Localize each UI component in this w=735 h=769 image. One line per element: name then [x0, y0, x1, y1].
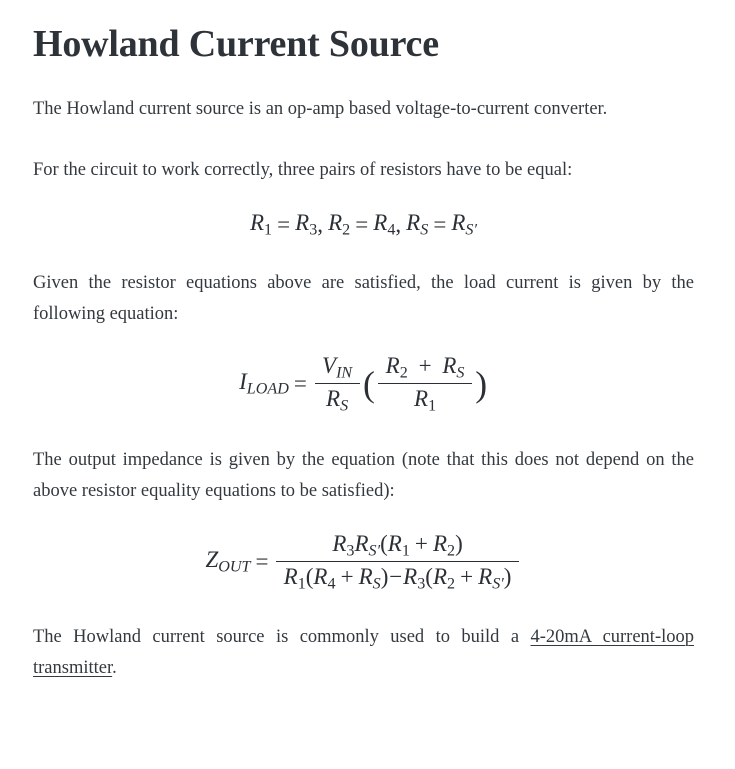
page-title: Howland Current Source [33, 23, 439, 65]
operator-equals: = [293, 371, 307, 397]
symbol-I-LOAD: $I_{LOAD}$ [239, 369, 289, 398]
paren-open: ( [425, 564, 433, 590]
paragraph-application [33, 622, 694, 684]
symbol-RS: $R_S$ [406, 210, 429, 239]
symbol-RSprime: $R_{S'}$ [354, 530, 381, 560]
paren-close: ) [380, 564, 389, 590]
fraction-numerator [325, 531, 470, 562]
symbol-R2: $R_2$ [385, 352, 408, 381]
fraction-numerator [378, 353, 472, 384]
symbol-RS: $R_S$ [358, 564, 381, 593]
operator-plus: + [414, 530, 428, 556]
fraction-vin-over-rs [315, 353, 360, 416]
paren-close: ) [475, 363, 488, 404]
symbol-RSprime: $R_{S'}$ [451, 210, 477, 239]
symbol-V-IN: $V_{IN}$ [322, 352, 353, 381]
paren-open: ( [305, 564, 314, 590]
symbol-R2: $R_2$ [432, 564, 456, 593]
fraction-denominator [276, 562, 519, 594]
symbol-R4: $R_4$ [373, 210, 396, 239]
paragraph-load-current-lead: Given the resistor equations above are satisfied, the load current is given by the following equation: [33, 272, 694, 324]
equation-resistor-equality [33, 210, 694, 240]
paren-open: ( [380, 530, 388, 556]
application-suffix-text: . [112, 657, 117, 678]
fraction-r2-plus-rs-over-r1 [378, 353, 472, 416]
symbol-RS: $R_S$ [326, 386, 349, 415]
symbol-R2: $R_2$ [328, 210, 351, 239]
symbol-Z-OUT: $Z_{OUT}$ [205, 547, 251, 576]
paragraph-resistor-pairs: For the circuit to work correctly, three pairs of resistors have to be equal: [33, 160, 573, 180]
equation-output-impedance-row [205, 531, 521, 594]
operator-equals: = [255, 549, 269, 575]
equation-resistor-equality-row [250, 210, 477, 240]
symbol-R1: $R_1$ [387, 530, 410, 560]
symbol-R3: $R_3$ [295, 210, 318, 239]
fraction-numerator [315, 353, 360, 384]
operator-plus: + [418, 352, 432, 378]
symbol-R1: $R_1$ [283, 564, 306, 593]
symbol-R3: $R_3$ [403, 564, 426, 593]
equation-output-impedance [33, 531, 694, 594]
operator-equals: = [277, 211, 291, 237]
operator-minus: − [389, 564, 403, 590]
fraction-denominator [407, 384, 444, 416]
fraction-output-impedance [276, 531, 519, 594]
symbol-R1: $R_1$ [249, 210, 273, 239]
symbol-RSprime: $R_{S'}$ [478, 564, 504, 593]
paragraph-output-impedance-lead: The output impedance is given by the equation (note that this does not depend on the above resistor equality equations to be satisfied): [33, 449, 694, 501]
symbol-R4: $R_4$ [313, 564, 336, 593]
operator-equals: = [433, 211, 447, 237]
operator-comma: , [395, 211, 402, 237]
paragraph-intro: The Howland current source is an op-amp based voltage-to-current converter. [33, 99, 608, 119]
symbol-R2: $R_2$ [432, 530, 456, 560]
equation-load-current [33, 353, 694, 416]
paren-open: ( [362, 363, 375, 404]
operator-equals: = [355, 211, 369, 237]
link-4-20ma-current-loop-transmitter[interactable]: 4-20mA current-loop transmitter [33, 626, 694, 678]
symbol-RS: $R_S$ [442, 352, 465, 381]
paren-close: ) [455, 530, 463, 556]
application-prefix-text: The Howland current source is commonly used to build a [33, 626, 531, 647]
paren-close: ) [503, 564, 512, 590]
fraction-denominator [319, 384, 356, 416]
equation-load-current-row [239, 353, 488, 416]
operator-comma: , [317, 211, 324, 237]
operator-plus: + [340, 564, 354, 590]
operator-plus: + [460, 564, 474, 590]
symbol-R1: $R_1$ [414, 386, 437, 415]
symbol-R3: $R_3$ [332, 530, 355, 560]
